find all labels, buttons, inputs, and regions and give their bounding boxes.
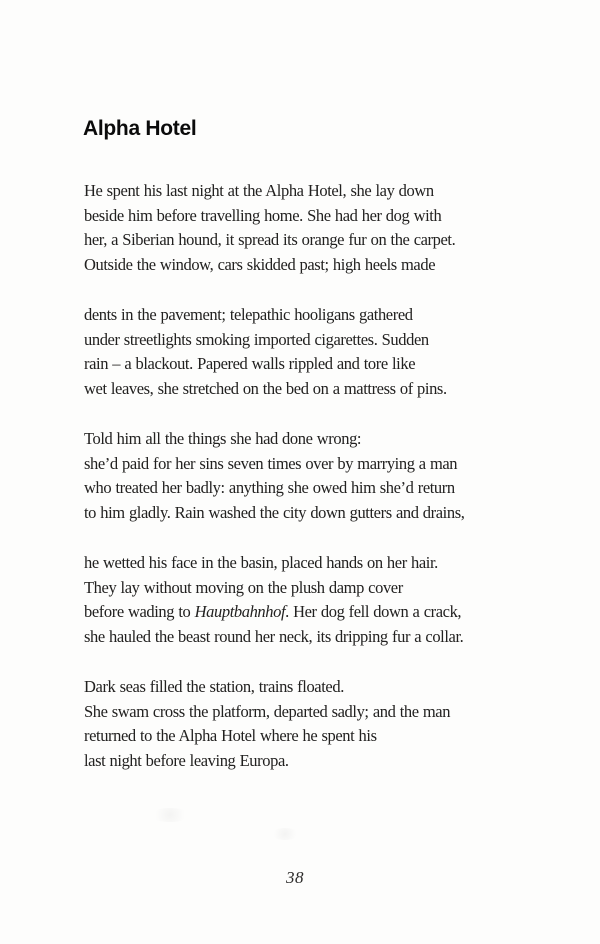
poem-line: wet leaves, she stretched on the bed on a mattress of pins. — [84, 378, 447, 398]
page-number: 38 — [286, 868, 304, 887]
poem-line: she’d paid for her sins seven times over by marrying a man — [84, 453, 458, 473]
poem-line: dents in the pavement; telepathic hooligans gathered — [84, 305, 413, 324]
page-title: Alpha Hotel — [83, 117, 197, 141]
poem-stanza — [84, 303, 464, 401]
poem-line: she hauled the beast round her neck, its dripping fur a collar. — [84, 626, 464, 646]
poem-stanza — [84, 675, 464, 773]
poem-stanza — [84, 551, 464, 649]
poem-line: He spent his last night at the Alpha Hotel, she lay down — [84, 181, 434, 200]
poem-line: returned to the Alpha Hotel where he spent his — [84, 726, 377, 745]
poem-line: Outside the window, cars skidded past; high heels made — [84, 254, 436, 274]
poem-line: They lay without moving on the plush damp cover — [84, 577, 403, 597]
poem-line: her, a Siberian hound, it spread its orange fur on the carpet. — [84, 230, 456, 249]
scan-smudge — [270, 828, 300, 840]
poem-line: before wading to Hauptbahnhof. Her dog fell down a crack, — [84, 602, 462, 621]
poem-line: Told him all the things she had done wrong: — [84, 429, 362, 448]
poem-line: She swam cross the platform, departed sadly; and the man — [84, 701, 451, 721]
poem-line: who treated her badly: anything she owed him she’d return — [84, 478, 455, 497]
scan-smudge — [150, 808, 190, 822]
poem-stanza — [84, 179, 464, 277]
poem-line: Dark seas filled the station, trains floated. — [84, 677, 344, 696]
poem-line: to him gladly. Rain washed the city down gutters and drains, — [84, 502, 465, 522]
poem-line: last night before leaving Europa. — [84, 750, 289, 770]
poem — [84, 179, 464, 773]
poem-stanza — [84, 427, 464, 525]
poem-line: rain – a blackout. Papered walls rippled and tore like — [84, 354, 416, 373]
poem-line: beside him before travelling home. She had her dog with — [84, 205, 442, 225]
poem-line: under streetlights smoking imported cigarettes. Sudden — [84, 329, 429, 349]
poem-line: he wetted his face in the basin, placed hands on her hair. — [84, 553, 438, 572]
